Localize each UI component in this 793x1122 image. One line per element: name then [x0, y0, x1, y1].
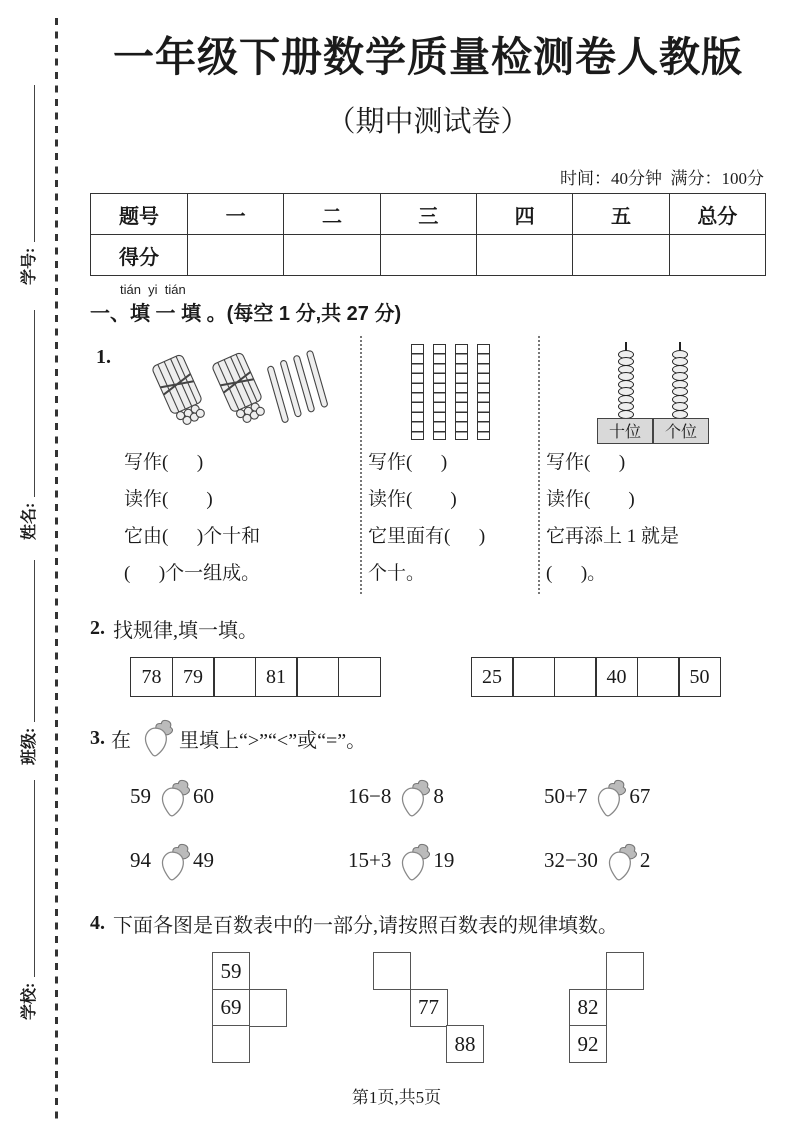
- q1-col2-line: 写作( ): [368, 452, 448, 473]
- score-header-cell: 五: [573, 194, 669, 235]
- score-table-header-row: [91, 194, 766, 235]
- comparison-left: 15+3: [348, 847, 392, 872]
- score-cell: [380, 235, 476, 276]
- question-1: [90, 336, 766, 594]
- comparison-right: 67: [629, 783, 651, 808]
- score-header-cell: 三: [380, 194, 476, 235]
- score-header-cell: 一: [188, 194, 284, 235]
- strip-cell: [296, 657, 339, 697]
- abacus-ones-rod: [672, 342, 688, 419]
- comparison-item: [130, 831, 348, 889]
- abacus-ones-label: 个位: [653, 418, 709, 444]
- comparison-left: 94: [130, 847, 151, 872]
- q1-col1-line: 读作( ): [124, 489, 213, 510]
- comparison-left: 50+7: [544, 783, 588, 808]
- comparison-left: 59: [130, 783, 151, 808]
- grid-cell: [212, 1025, 250, 1063]
- section1-heading: 一、填 一 填 。(每空 1 分,共 27 分): [90, 303, 402, 325]
- grid-cell: 59: [212, 952, 250, 990]
- strip-cell: 25: [471, 657, 514, 697]
- seal-dashed-line: [55, 18, 58, 1122]
- q1-col1-line: ( )个一组成。: [124, 563, 261, 584]
- strip-cell: [213, 657, 256, 697]
- score-cell: [284, 235, 380, 276]
- comparison-right: 8: [433, 783, 444, 808]
- q1-col3-line: 写作( ): [546, 452, 626, 473]
- abacus-tens-rod: [618, 342, 634, 419]
- score-header-cell: 总分: [669, 194, 765, 235]
- comparison-right: 60: [193, 783, 214, 808]
- comparison-item: [130, 767, 348, 825]
- q1-col2-line: 个十。: [368, 563, 426, 584]
- q1-col3-line: 它再添上 1 就是: [546, 526, 680, 547]
- stick-bundles-icon: [124, 338, 354, 444]
- question-1-panel-rods: [360, 336, 540, 594]
- score-header-cell: 题号: [91, 194, 188, 235]
- grid-cell: [373, 952, 411, 990]
- school-blank-line: [21, 780, 35, 977]
- strip-cell: [512, 657, 555, 697]
- score-row-label: 得分: [91, 235, 188, 276]
- radish-icon: [394, 777, 430, 819]
- comparison-right: 49: [193, 847, 214, 872]
- q1-col3-line: 读作( ): [546, 489, 635, 510]
- question-1-panel-sticks: [118, 336, 360, 594]
- question-3-head: [90, 717, 766, 759]
- comparison-item: [544, 767, 766, 825]
- comparison-item: [544, 831, 766, 889]
- question-4-number: 4.: [90, 912, 105, 934]
- question-2-head: [90, 614, 766, 643]
- question-3-number: 3.: [90, 726, 105, 749]
- q1-col3-line: ( )。: [546, 563, 607, 584]
- grid-cell: 82: [569, 989, 607, 1027]
- number-strip-1: [130, 657, 381, 697]
- abacus-tens-label: 十位: [597, 418, 653, 444]
- student-id-field: [16, 85, 39, 285]
- question-1-number: 1.: [96, 346, 111, 368]
- comparison-right: 2: [639, 847, 651, 872]
- class-blank-line: [21, 560, 35, 722]
- question-4-prompt: 下面各图是百数表中的一部分,请按照百数表的规律填数。: [113, 915, 618, 937]
- strip-cell: [554, 657, 597, 697]
- strip-cell: 40: [595, 657, 638, 697]
- student-name-blank-line: [21, 310, 35, 497]
- radish-icon: [154, 841, 190, 883]
- score-cell: [573, 235, 669, 276]
- comparison-item: [348, 767, 544, 825]
- question-1-panel-abacus: [540, 336, 766, 594]
- score-cell: [188, 235, 284, 276]
- q1-col2-line: 它里面有( ): [368, 526, 486, 547]
- strip-cell: [637, 657, 680, 697]
- student-id-blank-line: [21, 85, 35, 242]
- question-4-head: [90, 909, 766, 938]
- radish-icon: [590, 777, 626, 819]
- grid-cell: 88: [446, 1025, 484, 1063]
- class-field: [16, 560, 39, 765]
- question-2-number: 2.: [90, 617, 105, 639]
- time-score-info: 时间：40分钟 满分：100分: [560, 169, 764, 188]
- question-3-prompt-suffix: 里填上“>”“<”或“=”。: [179, 729, 367, 752]
- radish-icon: [154, 777, 190, 819]
- comparison-left: 16−8: [348, 783, 392, 808]
- score-table: [90, 193, 766, 276]
- score-cell: [476, 235, 572, 276]
- comparison-left: 32−30: [544, 847, 598, 872]
- score-cell: [669, 235, 765, 276]
- grid-cell: 69: [212, 989, 250, 1027]
- strip-cell: 50: [678, 657, 721, 697]
- school-field: [16, 780, 39, 1020]
- question-3-comparisons: [130, 767, 766, 889]
- grid-cell: [249, 989, 287, 1027]
- question-2-prompt: 找规律,填一填。: [113, 620, 258, 642]
- score-header-cell: 二: [284, 194, 380, 235]
- q1-col1-line: 写作( ): [124, 452, 204, 473]
- grid-cell: 77: [410, 989, 448, 1027]
- strip-cell: 81: [255, 657, 298, 697]
- grid-cell: [606, 952, 644, 990]
- score-header-cell: 四: [476, 194, 572, 235]
- comparison-right: 19: [433, 847, 455, 872]
- comparison-item: [348, 831, 544, 889]
- q1-col2-line: 读作( ): [368, 489, 457, 510]
- score-table-score-row: [91, 235, 766, 276]
- question-2-strips: [130, 657, 766, 697]
- strip-cell: [338, 657, 381, 697]
- strip-cell: 79: [172, 657, 215, 697]
- pinyin-annotation: tián yi tián: [120, 282, 186, 297]
- question-3-prompt-prefix: 在: [111, 729, 131, 752]
- page-subtitle: （期中测试卷）: [326, 106, 530, 138]
- school-label: 学校:: [21, 982, 38, 1020]
- base-ten-rods-icon: [368, 338, 532, 444]
- content-column: [90, 18, 766, 1072]
- student-id-label: 学号:: [21, 247, 38, 285]
- student-name-field: [16, 310, 39, 540]
- student-name-label: 姓名:: [21, 502, 38, 540]
- radish-icon: [137, 717, 173, 759]
- class-label: 班级:: [21, 727, 38, 765]
- grid-cell: 92: [569, 1025, 607, 1063]
- strip-cell: 78: [130, 657, 173, 697]
- abacus-icon: [546, 338, 760, 444]
- page-title: 一年级下册数学质量检测卷人教版: [113, 34, 743, 80]
- page-number: 第1页,共5页: [351, 1088, 442, 1107]
- q1-col1-line: 它由( )个十和: [124, 526, 261, 547]
- number-strip-2: [471, 657, 722, 697]
- radish-icon: [601, 841, 637, 883]
- radish-icon: [394, 841, 430, 883]
- hundred-chart-grids: [90, 952, 766, 1072]
